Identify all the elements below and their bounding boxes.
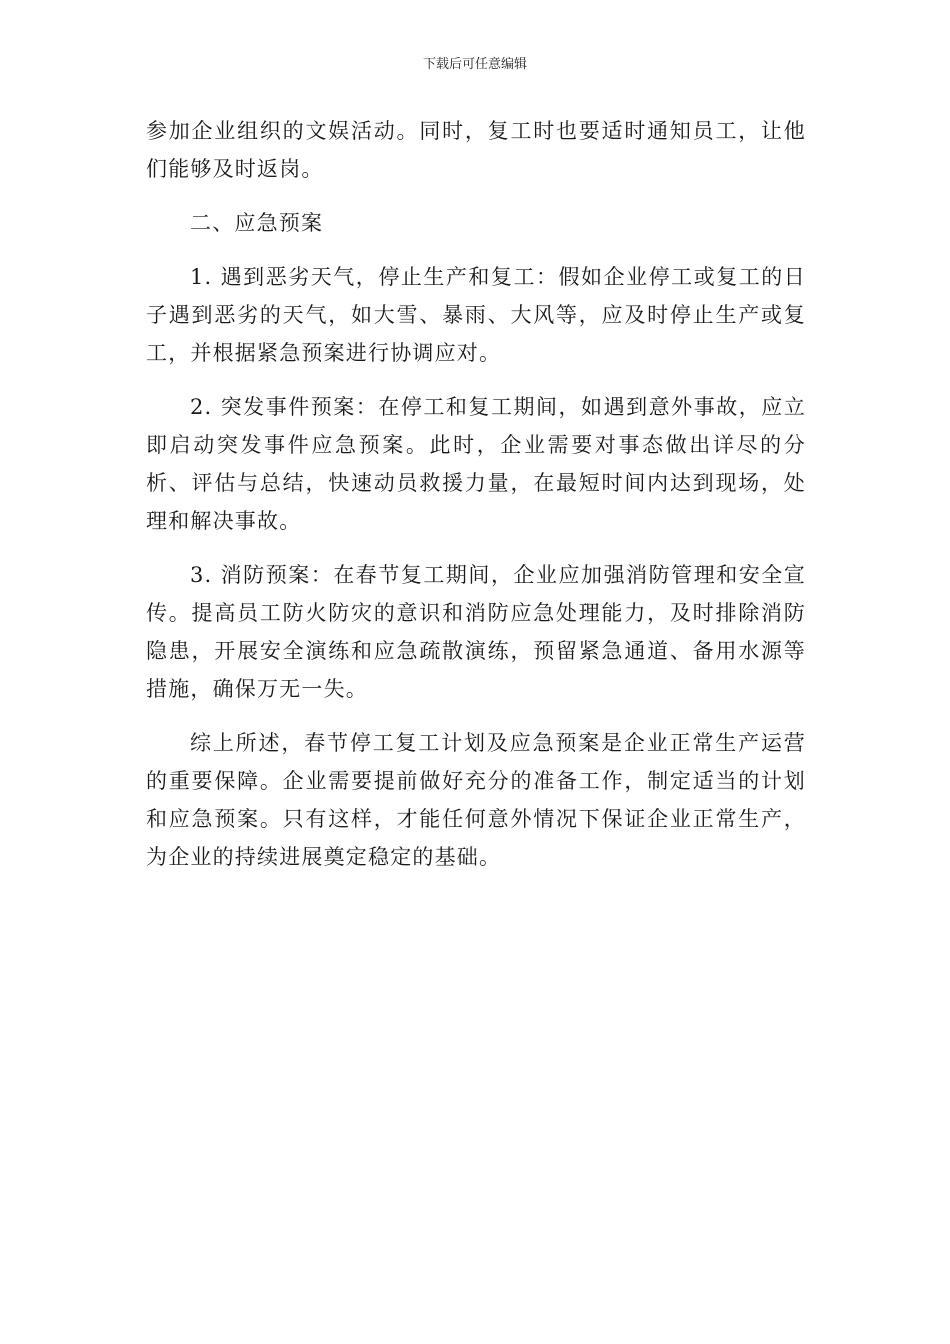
- paragraph-summary: 综上所述，春节停工复工计划及应急预案是企业正常生产运营的重要保障。企业需要提前做好充分的准备工作，制定适当的计划和应急预案。只有这样，才能任何意外情况下保证企业正常生产，为企业的持续进展奠定稳定的基础。: [146, 731, 806, 869]
- page-header: 下载后可任意编辑: [422, 57, 527, 72]
- paragraph-item-2: 2. 突发事件预案：在停工和复工期间，如遇到意外事故，应立即启动突发事件应急预案。此时，企业需要对事态做出详尽的分析、评估与总结，快速动员救援力量，在最短时间内达到现场，处理和解决事故。: [146, 395, 806, 533]
- section-heading: 二、应急预案: [190, 211, 324, 235]
- paragraph-item-1: 1. 遇到恶劣天气，停止生产和复工：假如企业停工或复工的日子遇到恶劣的天气，如大雪、暴雨、大风等，应及时停止生产或复工，并根据紧急预案进行协调应对。: [146, 265, 806, 365]
- document-body: [146, 112, 806, 892]
- paragraph-item-3: 3. 消防预案：在春节复工期间，企业应加强消防管理和安全宣传。提高员工防火防灾的意识和消防应急处理能力，及时排除消防隐患，开展安全演练和应急疏散演练，预留紧急通道、备用水源等措施，确保万无一失。: [146, 563, 806, 701]
- paragraph-continuation: 参加企业组织的文娱活动。同时，复工时也要适时通知员工，让他们能够及时返岗。: [146, 119, 806, 181]
